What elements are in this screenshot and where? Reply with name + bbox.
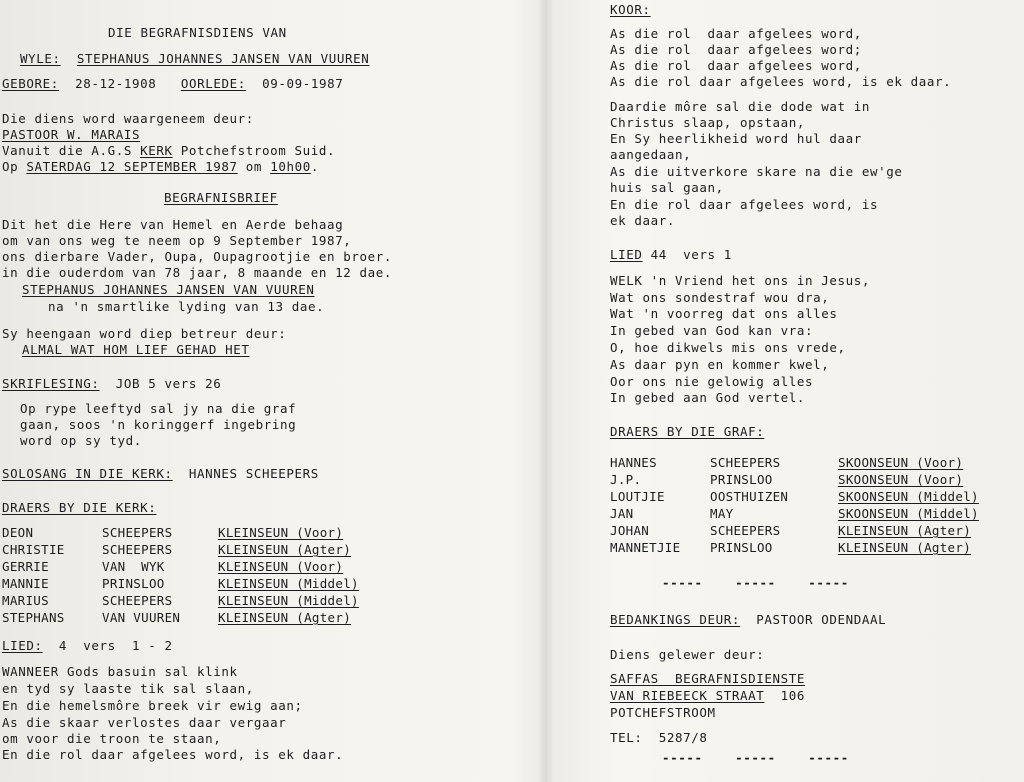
- bearer-role: KLEINSEUN (Agter): [218, 610, 352, 625]
- died-date: 09-09-1987: [262, 76, 344, 91]
- verse-text: En die rol daar afgelees word, is: [610, 197, 879, 212]
- dates-line: [2, 76, 343, 92]
- bearer-last: PRINSLOO: [710, 472, 773, 487]
- verse-text: En Sy heerlikheid word hul daar: [610, 131, 862, 146]
- suffering-line: na 'n smartlike lyding van 13 dae.: [48, 299, 325, 314]
- hymn-text: As die skaar verlostes daar vergaar: [2, 715, 287, 730]
- hymn-text: En die rol daar afgelees word, is ek daar.: [2, 747, 344, 762]
- hymn-line: [610, 247, 732, 263]
- bearer-last: SCHEEPERS: [710, 523, 781, 538]
- notice-line: om van ons weg te neem op 9 September 1987,: [2, 233, 352, 248]
- born-date: 28-12-1908: [75, 76, 157, 91]
- bearers-label: DRAERS BY DIE GRAF:: [610, 424, 765, 439]
- separator-bottom: ----- ----- -----: [662, 750, 849, 765]
- address-number: 106: [764, 688, 806, 703]
- notice-name: STEPHANUS JOHANNES JANSEN VAN VUUREN: [22, 282, 315, 297]
- hymn-label: LIED:: [2, 638, 43, 653]
- bearer-role: SKOONSEUN (Middel): [838, 506, 979, 521]
- notice-title: BEGRAFNISBRIEF: [164, 190, 278, 205]
- delivered-by: Diens gelewer deur:: [610, 647, 765, 662]
- telephone-line: [610, 730, 708, 746]
- hymn-text: Wat ons sondestraf wou dra,: [610, 290, 830, 305]
- bearer-first: HANNES: [610, 455, 657, 470]
- scripture-label: SKRIFLESING:: [2, 376, 100, 391]
- undertaker-address: [610, 688, 805, 704]
- bearer-last: SCHEEPERS: [102, 542, 173, 557]
- bearer-role: KLEINSEUN (Middel): [218, 576, 359, 591]
- scripture-text: Op rype leeftyd sal jy na die graf: [20, 401, 297, 416]
- verse-text: Christus slaap, opstaan,: [610, 115, 806, 130]
- died-label: OORLEDE:: [180, 76, 246, 91]
- choir-text: As die rol daar afgelees word;: [610, 42, 862, 57]
- bearer-last: PRINSLOO: [102, 576, 165, 591]
- bearers-label: DRAERS BY DIE KERK:: [2, 500, 157, 515]
- choir-label: KOOR:: [610, 2, 651, 17]
- scripture-ref: JOB 5 vers 26: [115, 376, 222, 391]
- hymn-text: Wat 'n voorreg dat ons alles: [610, 306, 838, 321]
- bearer-first: MANNIE: [2, 576, 49, 591]
- bearer-last: PRINSLOO: [710, 540, 773, 555]
- solo-line: [2, 466, 319, 482]
- mourned-by: Sy heengaan word diep betreur deur:: [2, 326, 287, 341]
- scripture-line: [2, 376, 221, 392]
- choir-text: As die rol daar afgelees word,: [610, 58, 862, 73]
- hymn-text: En die hemelsmôre breek vir ewig aan;: [2, 698, 303, 713]
- service-date-line: Op SATERDAG 12 SEPTEMBER 1987 om 10h00.: [2, 159, 319, 174]
- address-street: VAN RIEBEECK STRAAT: [610, 688, 765, 703]
- hymn-text: WANNEER Gods basuin sal klink: [2, 664, 238, 679]
- hymn-text: As daar pyn en kommer kwel,: [610, 357, 830, 372]
- bearer-role: KLEINSEUN (Agter): [838, 540, 972, 555]
- pastor-name: PASTOOR W. MARAIS: [2, 127, 141, 142]
- thanks-line: [610, 612, 886, 628]
- verse-text: huis sal gaan,: [610, 180, 724, 195]
- bearer-last: SCHEEPERS: [102, 525, 173, 540]
- hymn-text: In gebed aan God vertel.: [610, 390, 806, 405]
- notice-line: Dit het die Here van Hemel en Aerde behaag: [2, 217, 344, 232]
- thanks-label: BEDANKINGS DEUR:: [610, 612, 741, 627]
- hymn-text: en tyd sy laaste tik sal slaan,: [2, 681, 254, 696]
- thanks-by: PASTOOR ODENDAAL: [756, 612, 887, 627]
- church-line: Vanuit die A.G.S KERK Potchefstroom Suid.: [2, 143, 336, 158]
- page-fold: [538, 0, 554, 782]
- program-heading: DIE BEGRAFNISDIENS VAN: [108, 25, 287, 40]
- undertaker-name: SAFFAS BEGRAFNISDIENSTE: [610, 671, 806, 686]
- right-page: [560, 0, 1024, 782]
- hymn-ref: 44 vers 1: [650, 247, 732, 262]
- deceased-line: [20, 51, 369, 67]
- notice-line: ons dierbare Vader, Oupa, Oupagrootjie en broer.: [2, 249, 393, 264]
- bearer-first: CHRISTIE: [2, 542, 65, 557]
- verse-text: As die uitverkore skare na die ew'ge: [610, 164, 903, 179]
- service-time: 10h00: [270, 159, 311, 174]
- deceased-name: STEPHANUS JOHANNES JANSEN VAN VUUREN: [76, 51, 370, 66]
- choir-text: As die rol daar afgelees word, is ek daar.: [610, 74, 952, 89]
- undertaker-city: POTCHEFSTROOM: [610, 705, 716, 720]
- notice-line: in die ouderdom van 78 jaar, 8 maande en 12 dae.: [2, 265, 393, 280]
- church-name: KERK: [140, 143, 173, 158]
- choir-text: As die rol daar afgelees word,: [610, 26, 862, 41]
- solo-label: SOLOSANG IN DIE KERK:: [2, 466, 173, 481]
- bearer-last: MAY: [710, 506, 734, 521]
- verse-text: ek daar.: [610, 213, 676, 228]
- hymn-text: In gebed van God kan vra:: [610, 323, 814, 338]
- born-label: GEBORE:: [2, 76, 59, 91]
- tel-value: 5287/8: [658, 730, 708, 745]
- bearer-role: KLEINSEUN (Middel): [218, 593, 359, 608]
- wyle-label: WYLE:: [20, 51, 61, 66]
- bearer-last: VAN WYK: [102, 559, 165, 574]
- bearer-role: SKOONSEUN (Voor): [838, 472, 964, 487]
- bearer-first: DEON: [2, 525, 34, 540]
- scripture-text: word op sy tyd.: [20, 433, 142, 448]
- hymn-line: [2, 638, 173, 654]
- bearer-role: SKOONSEUN (Voor): [838, 455, 964, 470]
- bearer-first: GERRIE: [2, 559, 49, 574]
- bearer-last: OOSTHUIZEN: [710, 489, 789, 504]
- hymn-text: om voor die troon te staan,: [2, 731, 222, 746]
- bearer-last: VAN VUUREN: [102, 610, 181, 625]
- bearer-role: KLEINSEUN (Voor): [218, 525, 344, 540]
- bearer-first: J.P.: [610, 472, 642, 487]
- bearer-role: KLEINSEUN (Agter): [218, 542, 352, 557]
- service-intro: Die diens word waargeneem deur:: [2, 111, 254, 126]
- bearer-first: MARIUS: [2, 593, 49, 608]
- tel-label: TEL:: [610, 730, 643, 745]
- service-day: SATERDAG 12 SEPTEMBER 1987: [26, 159, 238, 174]
- bearer-role: SKOONSEUN (Middel): [838, 489, 979, 504]
- bearer-role: KLEINSEUN (Agter): [838, 523, 972, 538]
- hymn-label: LIED: [610, 247, 643, 262]
- bearer-first: STEPHANS: [2, 610, 65, 625]
- bearer-first: LOUTJIE: [610, 489, 665, 504]
- verse-text: Daardie môre sal die dode wat in: [610, 99, 871, 114]
- hymn-text: Oor ons nie gelowig alles: [610, 374, 814, 389]
- verse-text: aangedaan,: [610, 147, 692, 162]
- mourners: ALMAL WAT HOM LIEF GEHAD HET: [22, 342, 250, 357]
- separator: ----- ----- -----: [662, 575, 849, 590]
- hymn-text: WELK 'n Vriend het ons in Jesus,: [610, 273, 871, 288]
- solo-singer: HANNES SCHEEPERS: [188, 466, 319, 481]
- bearer-first: JAN: [610, 506, 634, 521]
- bearer-first: JOHAN: [610, 523, 650, 538]
- hymn-ref: 4 vers 1 - 2: [58, 638, 173, 653]
- hymn-text: O, hoe dikwels mis ons vrede,: [610, 340, 846, 355]
- bearer-first: MANNETJIE: [610, 540, 681, 555]
- scripture-text: gaan, soos 'n koringgerf ingebring: [20, 417, 297, 432]
- bearer-last: SCHEEPERS: [710, 455, 781, 470]
- bearer-role: KLEINSEUN (Voor): [218, 559, 344, 574]
- bearer-last: SCHEEPERS: [102, 593, 173, 608]
